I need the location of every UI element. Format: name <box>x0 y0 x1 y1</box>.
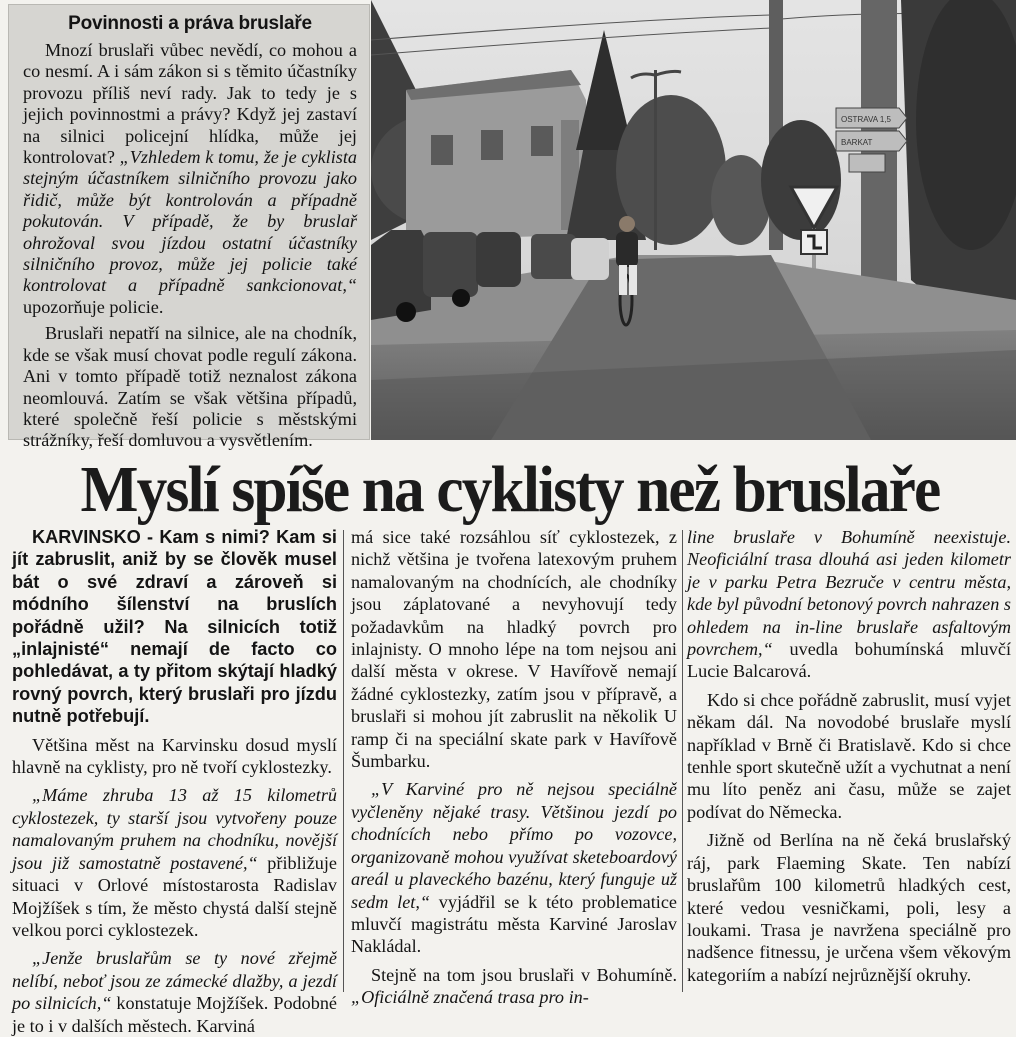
sidebar-text: upozorňuje policie. <box>23 296 164 317</box>
sidebar-box <box>8 4 370 451</box>
article-column-3 <box>687 526 1011 994</box>
sidebar-paragraph <box>23 40 357 318</box>
article-headline: Myslí spíše na cyklisty než bruslaře <box>80 453 940 526</box>
article-column-2 <box>351 526 677 1008</box>
article-text: přibližuje situaci v Orlové místostarosta Radislav Mojžíšek s tím, že město chystá další stejně velkou porci cyklostezek. <box>12 852 337 940</box>
article-paragraph <box>12 947 337 1037</box>
article-paragraph: Kdo si chce pořádně zabruslit, musí vyjet někam dál. Na novodobé bruslaře myslí například v Brně či Bratislavě. Kdo si chce tenhle sport skutečně užít a vychutnat a není mu líto peněz ani času, může se zajet podívat do Německa. <box>687 689 1011 822</box>
article-paragraph: má sice také rozsáhlou síť cyklostezek, z nichž většina je tvořena latexovým pruhem namalovaným na chodnících, ale chodníky jsou záplatované a nevyhovují tedy požadavkům na hladký povrch pro inlajnisty. O mnoho lépe na tom nejsou ani další města v okrese. V Havířově nemají žádné cyklostezky, zatím jsou v přípravě, a bruslaři si mohou jít zabruslit na několik U ramp či na speciální skate park v Havířově Šumbarku. <box>351 527 677 772</box>
article-text: konstatuje Mojžíšek. Podobné je to i v dalších městech. Karviná <box>12 993 337 1036</box>
article-quote: „Máme zhruba 13 až 15 kilometrů cyklostezek, ty starší jsou vytvořeny pouze namalovaným pruhem na chodníku, novější jsou již samostatně postavené,“ <box>12 785 337 873</box>
article-quote: „Jenže bruslařům se ty nové zřejmě nelíbí, neboť jsou ze zámecké dlažby, a jezdí po silnicích,“ <box>12 948 337 1014</box>
column-divider <box>343 530 344 992</box>
article-paragraph: Většina měst na Karvinsku dosud myslí hlavně na cyklisty, pro ně tvoří cyklostezky. <box>12 734 337 778</box>
article-paragraph <box>351 778 677 957</box>
article-quote: line bruslaře v Bohumíně neexistuje. Neoficiální trasa dlouhá asi jeden kilometr je v parku Petra Bezruče v centru města, kde byl původní betonový povrch nahrazen s ohledem na in-line bruslaře asfaltovým povrchem,“ <box>687 527 1011 660</box>
article-paragraph <box>351 964 677 1009</box>
article-paragraph <box>687 526 1011 683</box>
article-column-1 <box>12 526 337 1036</box>
article-quote: „V Karviné pro ně nejsou speciálně vyčleněny nějaké trasy. Většinou jezdí po chodnících nebo přímo po vozovce, organizovaně mohou využívat sketeboardový areál u plaveckého bazénu, který funguje už sedm let,“ <box>351 779 677 912</box>
article-paragraph <box>12 784 337 941</box>
article-paragraph: Jižně od Berlína na ně čeká bruslařský ráj, park Flaeming Skate. Ten nabízí bruslařům 100 kilometrů hladkých cest, které vedou vesničkami, poli, lesy a loukami. Trasa je navržena speciálně pro nadšence fitnessu, je určena všem věkovým kategoriím a nabízí nejrůznější okruhy. <box>687 830 1011 985</box>
article-text: vyjádřil se k této problematice mluvčí magistrátu města Karviné Jaroslav Nakládal. <box>351 891 677 957</box>
street-cyclist-image <box>371 0 1016 440</box>
column-divider <box>682 530 683 992</box>
article-text: uvedla bohumínská mluvčí Lucie Balcarová. <box>687 639 1011 682</box>
sidebar-paragraph: Bruslaři nepatří na silnice, ale na chodník, kde se však musí chovat podle regulí zákona. Ani v tomto případě totiž neznalost zákona neomlouvá. Zatím se však většina případů, které společně řeší policie s městskými strážníky, řeší domluvou a vysvětlením. <box>23 323 357 451</box>
article-quote: „Oficiálně značená trasa pro in- <box>351 987 589 1008</box>
sign-text: OSTRAVA 1,5 <box>841 115 891 124</box>
article-photo <box>371 0 1016 440</box>
article-lead: KARVINSKO - Kam s nimi? Kam si jít zabruslit, aniž by se člověk musel bát o své zdraví a zároveň si módního šílenství na bruslích pořádně užil? Na silnicích totiž „inlajnisté“ nemají de facto co pohledávat, a ty přitom skýtají hladký rovný povrch, který bruslaři pro jízdu nutně potřebují. <box>12 527 337 727</box>
sidebar-text: Mnozí bruslaři vůbec nevědí, co mohou a co nesmí. A i sám zákon si s těmito účastníky provozu příliš neví rady. Jak to tedy je s jejich povinnostmi a právy? Když jej zastaví na silnici policejní hlídka, může jej kontrolovat? <box>23 40 357 168</box>
sidebar-title: Povinnosti a práva bruslaře <box>68 13 312 34</box>
article-text: Stejně na tom jsou bruslaři v Bohumíně. <box>371 964 677 985</box>
sidebar-quote: „Vzhledem k tomu, že je cyklista stejným účastníkem silničního provozu jako řidič, může být kontrolován a případně pokutován. V případě, že by bruslař ohrožoval svou jízdou ostatní účastníky silničního provoz, může jej policie také kontrolovat a případně sankcionovat,“ <box>23 147 357 296</box>
sign-text: BARKAT <box>841 138 873 147</box>
